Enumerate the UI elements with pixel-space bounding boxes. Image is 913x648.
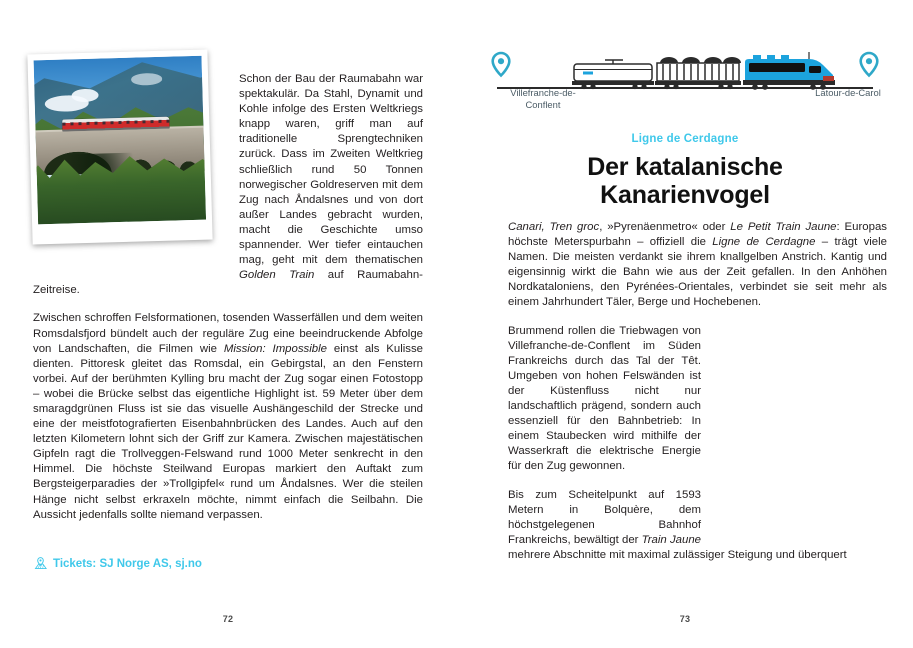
photo-kylling-bru-image — [34, 56, 207, 225]
norway-scene — [34, 56, 207, 225]
right-paragraph-1: Canari, Tren groc, »Pyrenäenmetro« oder Le Petit Train Jaune: Europas höchste Meterspurbahn – offiziell die Ligne de Cerdagne – trägt viele Namen. Die meisten verdankt sie ihrem knallgelben Anstrich. Kantig und eigensinnig wirkt die Bahn wie aus der Zeit gefallen. In den Anhöhen Nordkataloniens, den Pyrénées-Orientales, verbindet sie seit mehr als einem Jahrhundert Täler, Berge und Hochebenen. — [508, 221, 887, 309]
headline-line-1: Der katalanische — [587, 153, 783, 181]
tickets-line[interactable] — [33, 556, 202, 571]
headline-line-2: Kanarienvogel — [600, 181, 770, 209]
location-pin-map-icon — [33, 556, 48, 571]
hopper-car-icon — [655, 57, 741, 89]
page-right — [457, 0, 913, 648]
folio-right: 73 — [679, 614, 691, 624]
right-paragraph-2: Brummend rollen die Triebwagen von Villefranche-de-Conflent im Süden Frankreichs durch das Tal der Têt. Umgeben von hohen Felswänden ist der Küstenfluss nicht nur landschaftlich prägend, sondern auch essenziell für den Bahnbetrieb: In einem Staubecken wird mithilfe der Wasserkraft die elektrische Energie für den Zug gewonnen. — [508, 324, 701, 473]
route-start-label: Villefranche-de-Conflent — [510, 87, 576, 110]
locomotive-icon — [743, 52, 835, 90]
route-map-header — [457, 46, 913, 118]
page-title — [457, 153, 913, 209]
section-kicker: Ligne de Cerdagne — [631, 133, 739, 145]
tank-car-icon — [572, 60, 654, 89]
left-paragraph-2: Zwischen schroffen Felsformationen, tosenden Wasserfällen und dem weiten Romsdalsfjord bündelt auch der reguläre Zug eine beeindruckende Abfolge von Landschaften, die Filmen wie Mission: Impossible einst als Kulisse dienten. Pittoresk gleitet das Romsdal, ein Gebirgstal, an den Fenstern vorbei. Auf der berühmten Kylling bru macht der Zug sogar einen Fotostopp – wobei die Brücke selbst das eigentliche Highlight ist. 59 Meter über dem smaragdgrünen Fluss ist sie das visuelle Aushängeschild der Strecke und eine der meistfotografierten Eisenbahnbrücken des Landes. Auch auf den letzten Kilometern lohnt sich der Griff zur Kamera. Zwischen majestätischen Gipfeln ragt die Trollveggen-Felswand rund 1000 Meter senkrecht in den Himmel. Die höchste Steilwand Europas markiert den Auftakt zum Bergsteigerparadies der »Trollgipfel« rund um Åndalsnes. Wer die steilen Hänge nicht selbst erkraxeln möchte, nimmt einfach die Seilbahn. Die Aussicht jedenfalls sollte niemand verpassen. — [33, 312, 423, 521]
italic-term: Mission: Impossible — [223, 342, 327, 355]
italic-term: Canari, Tren groc — [508, 221, 600, 233]
italic-term: Golden Train — [239, 269, 315, 282]
italic-term: Le Petit Train Jaune — [730, 221, 837, 233]
left-paragraph-1: Schon der Bau der Raumabahn war spektakulär. Da Stahl, Dynamit und Kohle infolge des Ersten Weltkriegs knapp waren, griff man auf traditionelle Sprengtechniken zurück. Dass im Zweiten Weltkrieg schließlich rund 50 Tonnen norwegischer Goldreserven mit dem Zug nach Åndalsnes und von dort außer Landes gebracht wurden, macht die Geschichte umso spannender. Wer tiefer eintauchen mag, geht mit dem thematischen Golden Train auf Raumabahn-Zeitreise. — [33, 73, 423, 297]
map-pin-icon-start — [493, 53, 510, 76]
italic-term: Train Jaune — [775, 221, 837, 233]
page-left — [0, 0, 456, 648]
route-end-label: Latour-de-Carol — [815, 87, 881, 98]
photo-kylling-bru — [27, 50, 212, 245]
right-paragraph-3: Bis zum Scheitelpunkt auf 1593 Metern in Bolquère, dem höchstgelegenen Bahnhof Frankreichs, bewältigt der Train Jaune mehrere Abschnitte mit maximal zulässiger Steigung und überquert — [508, 488, 847, 561]
cloud-icon — [71, 88, 98, 102]
italic-term: Ligne de Cerdagne — [712, 236, 816, 249]
italic-term: Train Jaune — [641, 533, 701, 546]
tickets-label: Tickets: SJ Norge AS, sj.no — [53, 557, 202, 570]
map-pin-icon-end — [861, 53, 878, 76]
right-body-text — [508, 220, 887, 563]
photo-wrap-spacer-right — [711, 336, 887, 532]
folio-left: 72 — [222, 614, 234, 624]
